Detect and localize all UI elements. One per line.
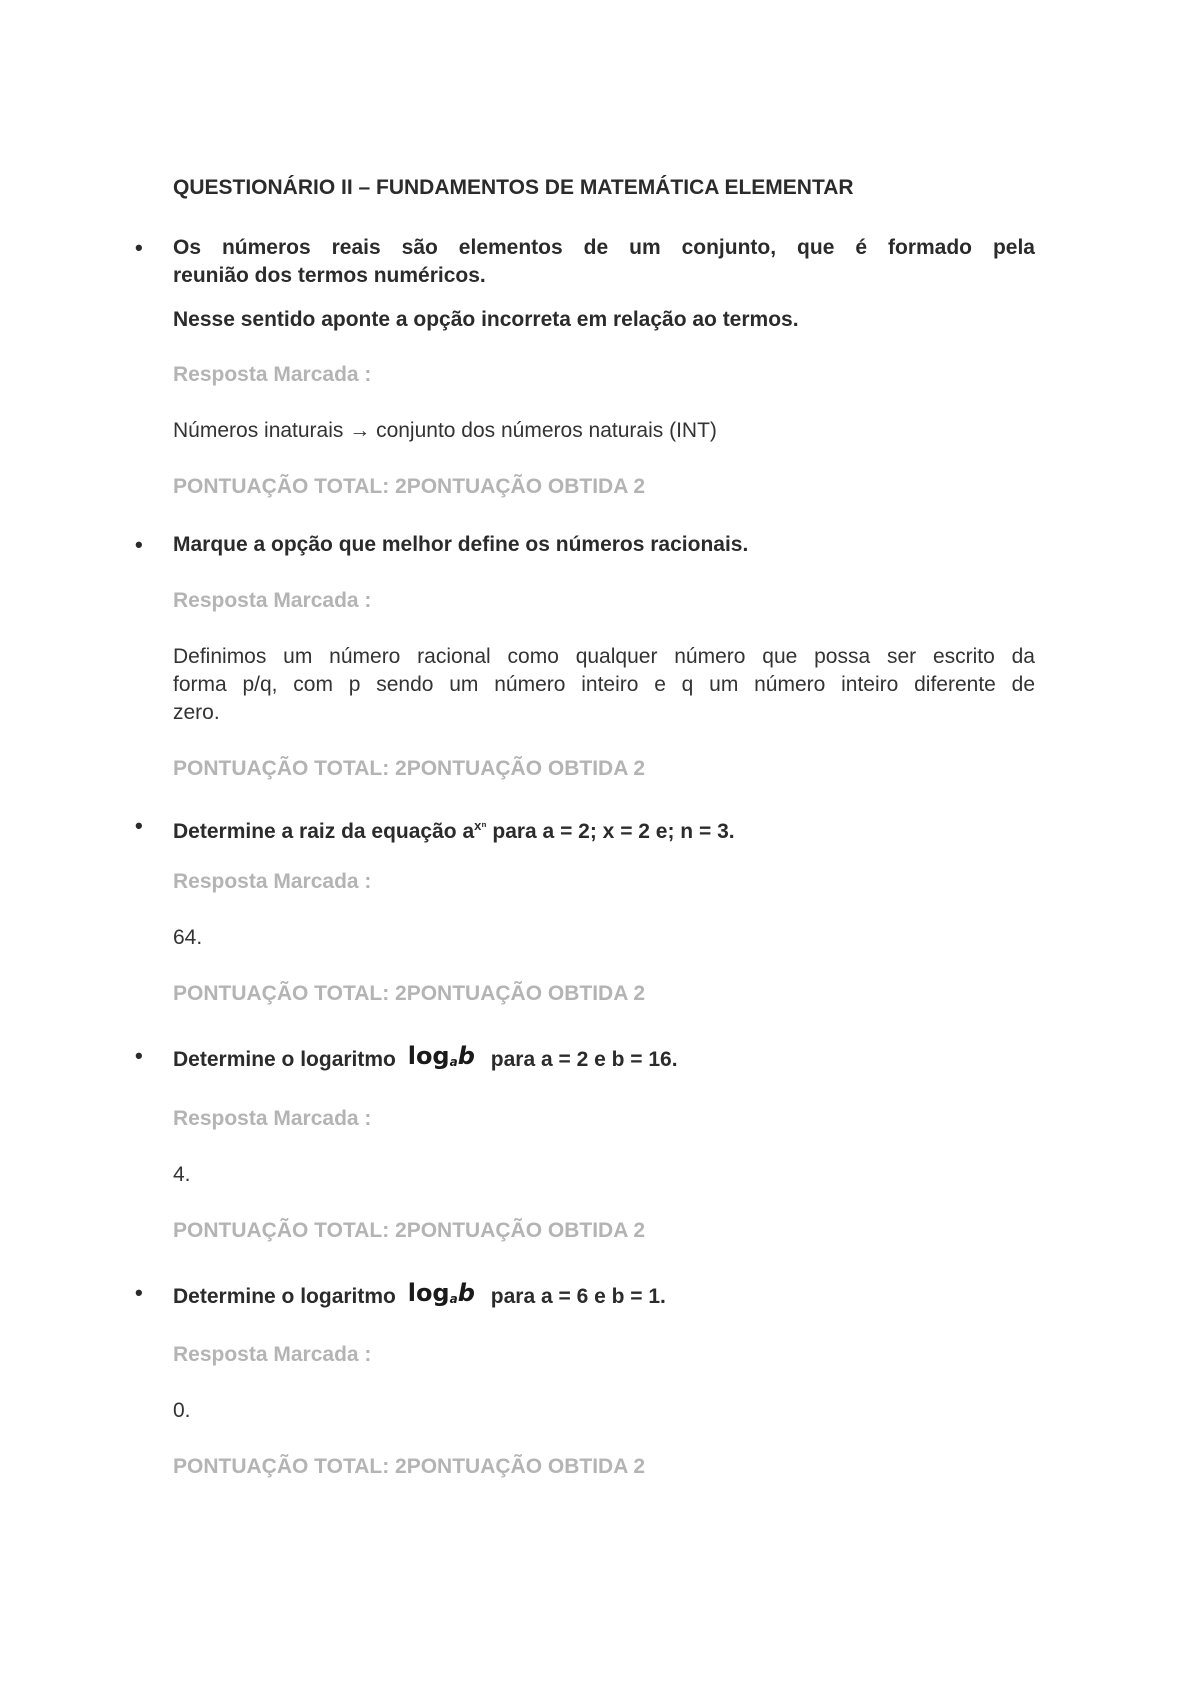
question-2-answer-line2: forma p/q, com p sendo um número inteiro e q um número inteiro diferente de — [173, 673, 1035, 696]
question-2-answer-line3: zero. — [173, 701, 220, 724]
bullet-icon: • — [135, 235, 143, 260]
question-2 — [135, 531, 1035, 559]
question-5-text-before: Determine o logaritmo — [173, 1285, 396, 1308]
bullet-icon: • — [135, 813, 143, 838]
question-4-text-before: Determine o logaritmo — [173, 1048, 396, 1071]
question-2-answer-line1: Definimos um número racional como qualquer número que possa ser escrito da — [173, 645, 1035, 668]
question-4-text-after: para a = 2 e b = 16. — [490, 1048, 678, 1071]
question-1-score: PONTUAÇÃO TOTAL: 2PONTUAÇÃO OBTIDA 2 — [173, 475, 646, 498]
question-1 — [135, 234, 1035, 290]
question-1-text-line2: reunião dos termos numéricos. — [173, 264, 486, 287]
log-formula — [408, 1279, 475, 1313]
question-3-text-before: Determine a raiz da equação a — [173, 820, 475, 843]
question-3-exponent: xⁿ — [474, 818, 487, 833]
log-base: log — [407, 1279, 450, 1307]
question-2-answer-label: Resposta Marcada : — [173, 589, 372, 612]
question-1-text-line1: Os números reais são elementos de um conjunto, que é formado pela — [173, 236, 1035, 259]
question-4-answer: 4. — [173, 1163, 191, 1186]
question-5-score: PONTUAÇÃO TOTAL: 2PONTUAÇÃO OBTIDA 2 — [173, 1455, 646, 1478]
question-2-score: PONTUAÇÃO TOTAL: 2PONTUAÇÃO OBTIDA 2 — [173, 757, 646, 780]
bullet-icon: • — [135, 532, 143, 557]
question-2-answer — [173, 643, 1035, 727]
question-1-subtext: Nesse sentido aponte a opção incorreta em relação ao termos. — [173, 308, 799, 331]
question-4-text — [173, 1042, 1035, 1076]
question-5-text-after: para a = 6 e b = 1. — [490, 1285, 666, 1308]
bullet-icon: • — [135, 1280, 143, 1305]
question-3 — [135, 812, 1035, 846]
question-1-answer-label: Resposta Marcada : — [173, 363, 372, 386]
question-4-score: PONTUAÇÃO TOTAL: 2PONTUAÇÃO OBTIDA 2 — [173, 1219, 646, 1242]
question-5-answer-label: Resposta Marcada : — [173, 1343, 372, 1366]
question-3-text-after: para a = 2; x = 2 e; n = 3. — [486, 820, 735, 843]
log-base: log — [407, 1042, 450, 1070]
question-3-answer-label: Resposta Marcada : — [173, 870, 372, 893]
question-4-answer-label: Resposta Marcada : — [173, 1107, 372, 1130]
question-5 — [135, 1279, 1035, 1313]
question-3-answer: 64. — [173, 926, 203, 949]
question-5-answer: 0. — [173, 1399, 191, 1422]
question-5-text — [173, 1279, 1035, 1313]
question-1-answer: Números inaturais → conjunto dos números naturais (INT) — [173, 419, 717, 442]
question-3-text — [173, 812, 1035, 846]
question-3-score: PONTUAÇÃO TOTAL: 2PONTUAÇÃO OBTIDA 2 — [173, 982, 646, 1005]
bullet-icon: • — [135, 1043, 143, 1068]
question-2-text: Marque a opção que melhor define os números racionais. — [173, 533, 749, 556]
question-4 — [135, 1042, 1035, 1076]
log-argument: b — [457, 1279, 475, 1307]
page-title: QUESTIONÁRIO II – FUNDAMENTOS DE MATEMÁTICA ELEMENTAR — [173, 176, 854, 199]
log-argument: b — [457, 1042, 475, 1070]
log-formula — [408, 1042, 475, 1076]
log-subscript: a — [449, 1292, 458, 1306]
log-subscript: a — [449, 1055, 458, 1069]
